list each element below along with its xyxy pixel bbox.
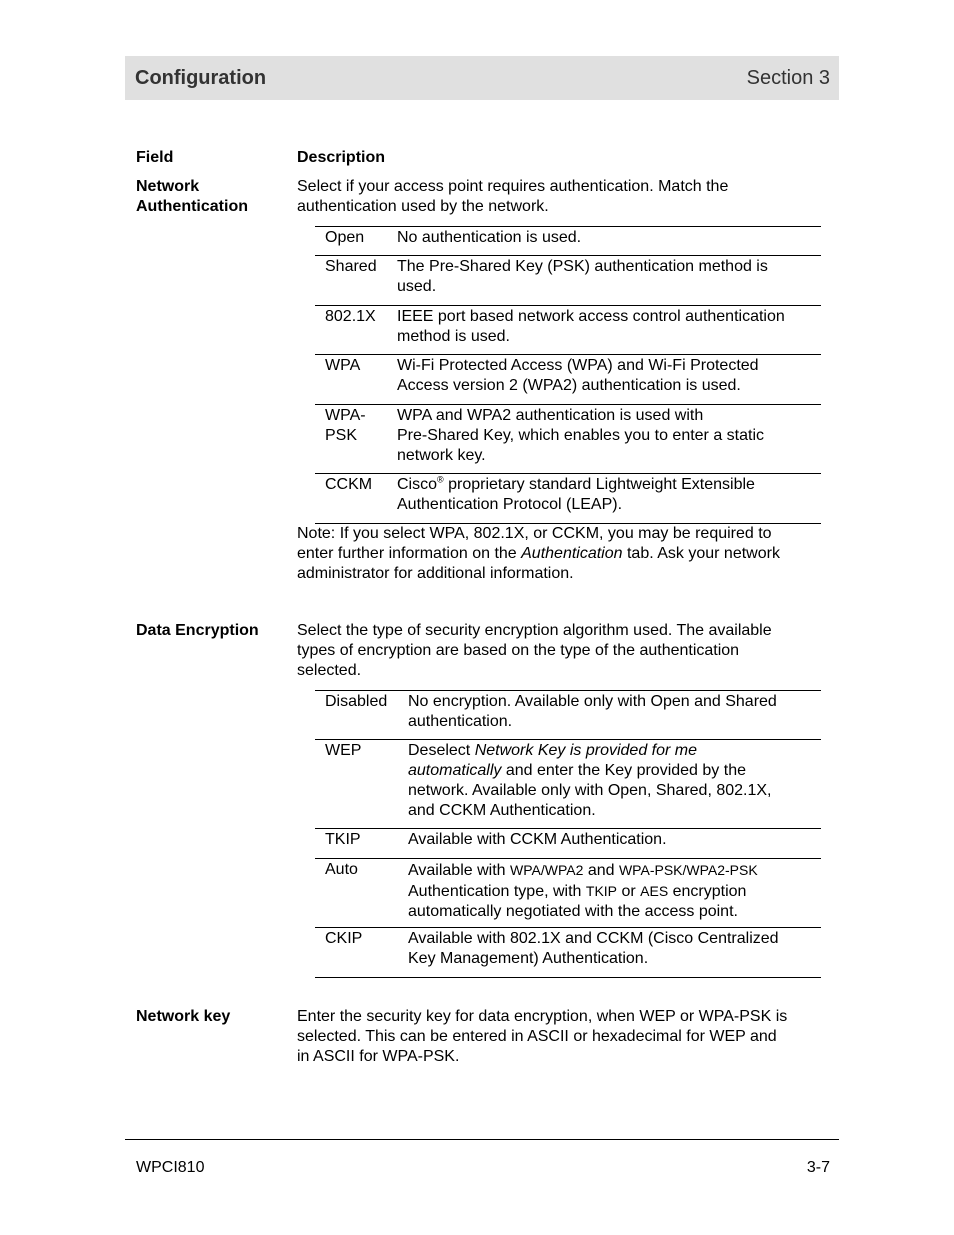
def-text: Deselect [408,742,475,759]
term-line: CCKM [325,476,373,493]
term-line: WPA- [325,407,366,424]
field-data-encryption: Data Encryption [136,622,259,639]
def-line [408,860,758,881]
option-description [408,929,779,969]
note-line: administrator for additional information. [297,565,574,582]
def-text: Available with [408,862,510,879]
def-line: used. [397,278,437,295]
table-row [315,928,821,978]
def-line: Available with 802.1X and CCKM (Cisco Centralized [408,930,779,947]
table-row [315,740,821,829]
def-text: or [617,883,641,900]
option-term: Auto [325,861,358,878]
table-row [315,405,821,474]
def-text: Authentication type, with [408,883,586,900]
field-network-authentication [136,177,286,217]
note-line [297,544,827,564]
option-term: CKIP [325,930,363,947]
encryption-options-table [315,690,821,978]
def-line: network key. [397,447,486,464]
def-line: Pre-Shared Key, which enables you to enter a static [397,427,765,444]
def-text: Cisco [397,476,438,493]
def-line: and CCKM Authentication. [408,802,596,819]
note-emphasis: Authentication [521,545,623,562]
option-term [325,406,366,446]
table-row [315,226,821,256]
table-row [315,306,821,355]
option-description: Available with CCKM Authentication. [408,831,667,848]
section-header [125,56,839,100]
desc-line: Enter the security key for data encryption, when WEP or WPA-PSK is [297,1008,788,1025]
table-row [315,829,821,859]
term-line: 802.1X [325,308,376,325]
def-text: proprietary standard Lightweight Extensible [443,476,755,493]
option-description [408,741,771,821]
description-column-header: Description [297,149,386,166]
desc-line: in ASCII for WPA-PSK. [297,1048,460,1065]
term-line: PSK [325,427,358,444]
intro-line: Select if your access point requires authentication. Match the [297,178,729,195]
field-label-line: Network [136,178,200,195]
footer-divider [125,1139,839,1140]
network-auth-note [297,524,827,584]
intro-line: Select the type of security encryption algorithm used. The available [297,622,772,639]
intro-line: types of encryption are based on the type of the authentication [297,642,740,659]
option-term [325,475,372,495]
def-line [408,761,771,781]
option-description [408,692,777,732]
desc-line: selected. This can be entered in ASCII or hexadecimal for WEP and [297,1028,777,1045]
note-text: tab. Ask your network [622,545,780,562]
note-text: enter further information on the [297,545,522,562]
def-line: authentication. [408,713,513,730]
option-term [325,307,376,327]
auth-options-table [315,226,821,524]
option-term: WEP [325,742,362,759]
table-row [315,859,821,928]
def-text: and [583,862,619,879]
option-term [325,228,364,248]
def-text: AES [640,883,669,899]
def-text: encryption [668,883,747,900]
def-line: Access version 2 (WPA2) authentication is used. [397,377,741,394]
term-line: Shared [325,258,377,275]
option-description [397,406,764,466]
def-text: WPA/WPA2 [509,862,584,878]
term-line: WPA [325,357,361,374]
intro-line: authentication used by the network. [297,198,549,215]
def-line: No authentication is used. [397,229,582,246]
table-row [315,690,821,740]
table-row [315,474,821,524]
option-description [397,257,768,297]
option-term: TKIP [325,831,361,848]
def-line [408,881,758,902]
option-description [397,228,581,248]
option-description [408,860,758,922]
footer-product-name: WPCI810 [136,1159,205,1176]
intro-line: selected. [297,662,362,679]
option-description [397,475,755,515]
def-line: method is used. [397,328,510,345]
field-label-line: Authentication [136,198,248,215]
option-term [325,257,377,277]
table-row [315,256,821,306]
option-term: Disabled [325,693,388,710]
field-column-header: Field [136,149,174,166]
def-line: The Pre-Shared Key (PSK) authentication method is [397,258,768,275]
def-text: and enter the Key provided by the [501,762,746,779]
def-emphasis: Network Key is provided for me [474,742,698,759]
network-key-description [297,1007,832,1067]
def-text: TKIP [585,883,618,899]
data-encryption-intro [297,621,827,681]
def-line: network. Available only with Open, Shared, 802.1X, [408,782,772,799]
def-line: automatically negotiated with the access point. [408,903,738,920]
section-label: Section 3 [746,66,830,89]
table-row [315,355,821,405]
def-line: IEEE port based network access control authentication [397,308,785,325]
registered-mark: ® [437,474,444,485]
field-network-key: Network key [136,1008,231,1025]
note-line: Note: If you select WPA, 802.1X, or CCKM, you may be required to [297,525,772,542]
option-description [397,307,785,347]
def-line [397,475,755,495]
term-line: Open [325,229,365,246]
option-term [325,356,360,376]
def-line: No encryption. Available only with Open and Shared [408,693,777,710]
def-line: Wi-Fi Protected Access (WPA) and Wi-Fi Protected [397,357,759,374]
network-auth-intro [297,177,827,217]
def-line: Key Management) Authentication. [408,950,649,967]
def-text: WPA-PSK/WPA2-PSK [618,862,758,878]
def-line: WPA and WPA2 authentication is used with [397,407,704,424]
option-description [397,356,759,396]
def-emphasis: automatically [408,762,502,779]
def-line [408,741,771,761]
def-line: Authentication Protocol (LEAP). [397,496,623,513]
footer-page-number: 3-7 [806,1159,830,1176]
page-title: Configuration [135,66,267,89]
